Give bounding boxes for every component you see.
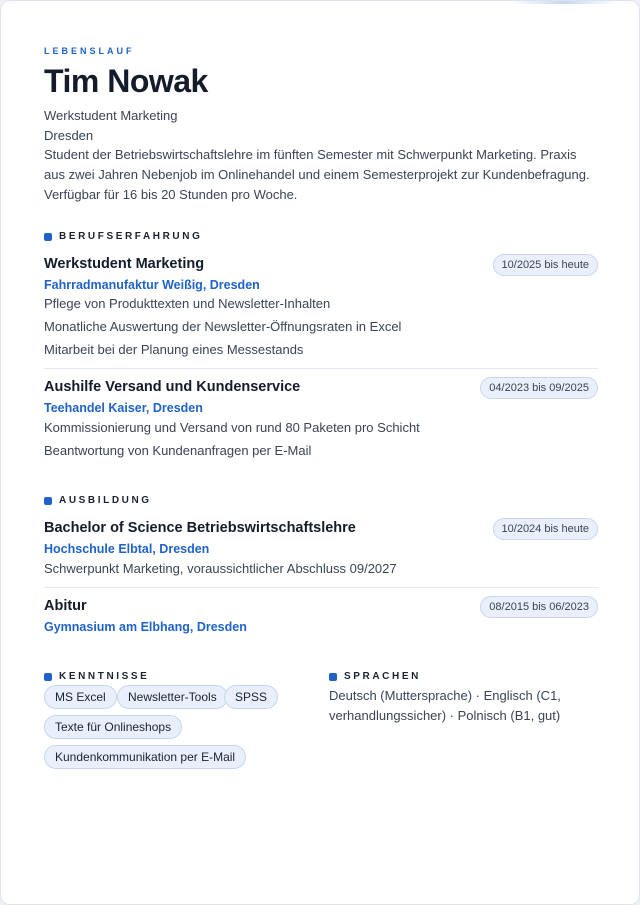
entry-date-badge: 04/2023 bis 09/2025	[480, 377, 598, 399]
education-section-label: AUSBILDUNG	[59, 495, 152, 506]
skills-section-title	[44, 671, 149, 682]
document-eyebrow: LEBENSLAUF	[44, 46, 135, 56]
entry-organization: Gymnasium am Elbhang, Dresden	[44, 620, 247, 634]
person-name: Tim Nowak	[44, 63, 208, 99]
entry-detail: Kommissionierung und Versand von rund 80 Paketen pro Schicht	[44, 420, 420, 435]
entry-title: Aushilfe Versand und Kundenservice	[44, 379, 301, 395]
entry-date-badge: 08/2015 bis 06/2023	[480, 596, 598, 618]
entry-detail: Monatliche Auswertung der Newsletter-Öffnungsraten in Excel	[44, 319, 402, 334]
skill-chip: Kundenkommunikation per E-Mail	[44, 745, 246, 769]
entry-organization: Fahrradmanufaktur Weißig, Dresden	[44, 278, 260, 292]
section-marker-icon	[44, 497, 52, 505]
section-marker-icon	[44, 673, 52, 681]
top-glow	[509, 1, 619, 4]
entry-divider	[44, 587, 598, 588]
entry-date-badge: 10/2024 bis heute	[493, 518, 598, 540]
entry-title: Werkstudent Marketing	[44, 256, 205, 272]
languages-text: Deutsch (Muttersprache) · Englisch (C1, verhandlungssicher) · Polnisch (B1, gut)	[329, 688, 561, 723]
languages-section-title	[329, 671, 421, 682]
experience-section-label: BERUFSERFAHRUNG	[59, 231, 203, 242]
person-city: Dresden	[44, 128, 94, 143]
entry-detail: Pflege von Produkttexten und Newsletter-Inhalten	[44, 296, 331, 311]
skill-chip: SPSS	[224, 685, 278, 709]
profile-summary: Student der Betriebswirtschaftslehre im fünften Semester mit Schwerpunkt Marketing. Praxis aus zwei Jahren Nebenjob im Onlinehandel und einem Semesterprojekt zur Kundenbefragung. Verfügbar für 16 bis 20 Stunden pro Woche.	[44, 147, 590, 202]
entry-divider	[44, 368, 598, 369]
skill-chip: Newsletter-Tools	[117, 685, 228, 709]
person-role: Werkstudent Marketing	[44, 108, 178, 123]
entry-date-badge: 10/2025 bis heute	[493, 254, 598, 276]
section-marker-icon	[44, 233, 52, 241]
entry-title: Bachelor of Science Betriebswirtschaftslehre	[44, 520, 356, 536]
entry-organization: Teehandel Kaiser, Dresden	[44, 401, 203, 415]
entry-organization: Hochschule Elbtal, Dresden	[44, 542, 210, 556]
languages-section-label: SPRACHEN	[344, 671, 421, 682]
section-marker-icon	[329, 673, 337, 681]
skills-section-label: KENNTNISSE	[59, 671, 150, 682]
education-section-title	[44, 495, 152, 506]
entry-title: Abitur	[44, 598, 87, 614]
entry-detail: Mitarbeit bei der Planung eines Messestands	[44, 342, 304, 357]
entry-detail: Beantwortung von Kundenanfragen per E-Mail	[44, 443, 312, 458]
skill-chip: MS Excel	[44, 685, 117, 709]
experience-section-title	[44, 231, 202, 242]
skill-chip: Texte für Onlineshops	[44, 715, 182, 739]
entry-detail: Schwerpunkt Marketing, voraussichtlicher Abschluss 09/2027	[44, 561, 397, 576]
